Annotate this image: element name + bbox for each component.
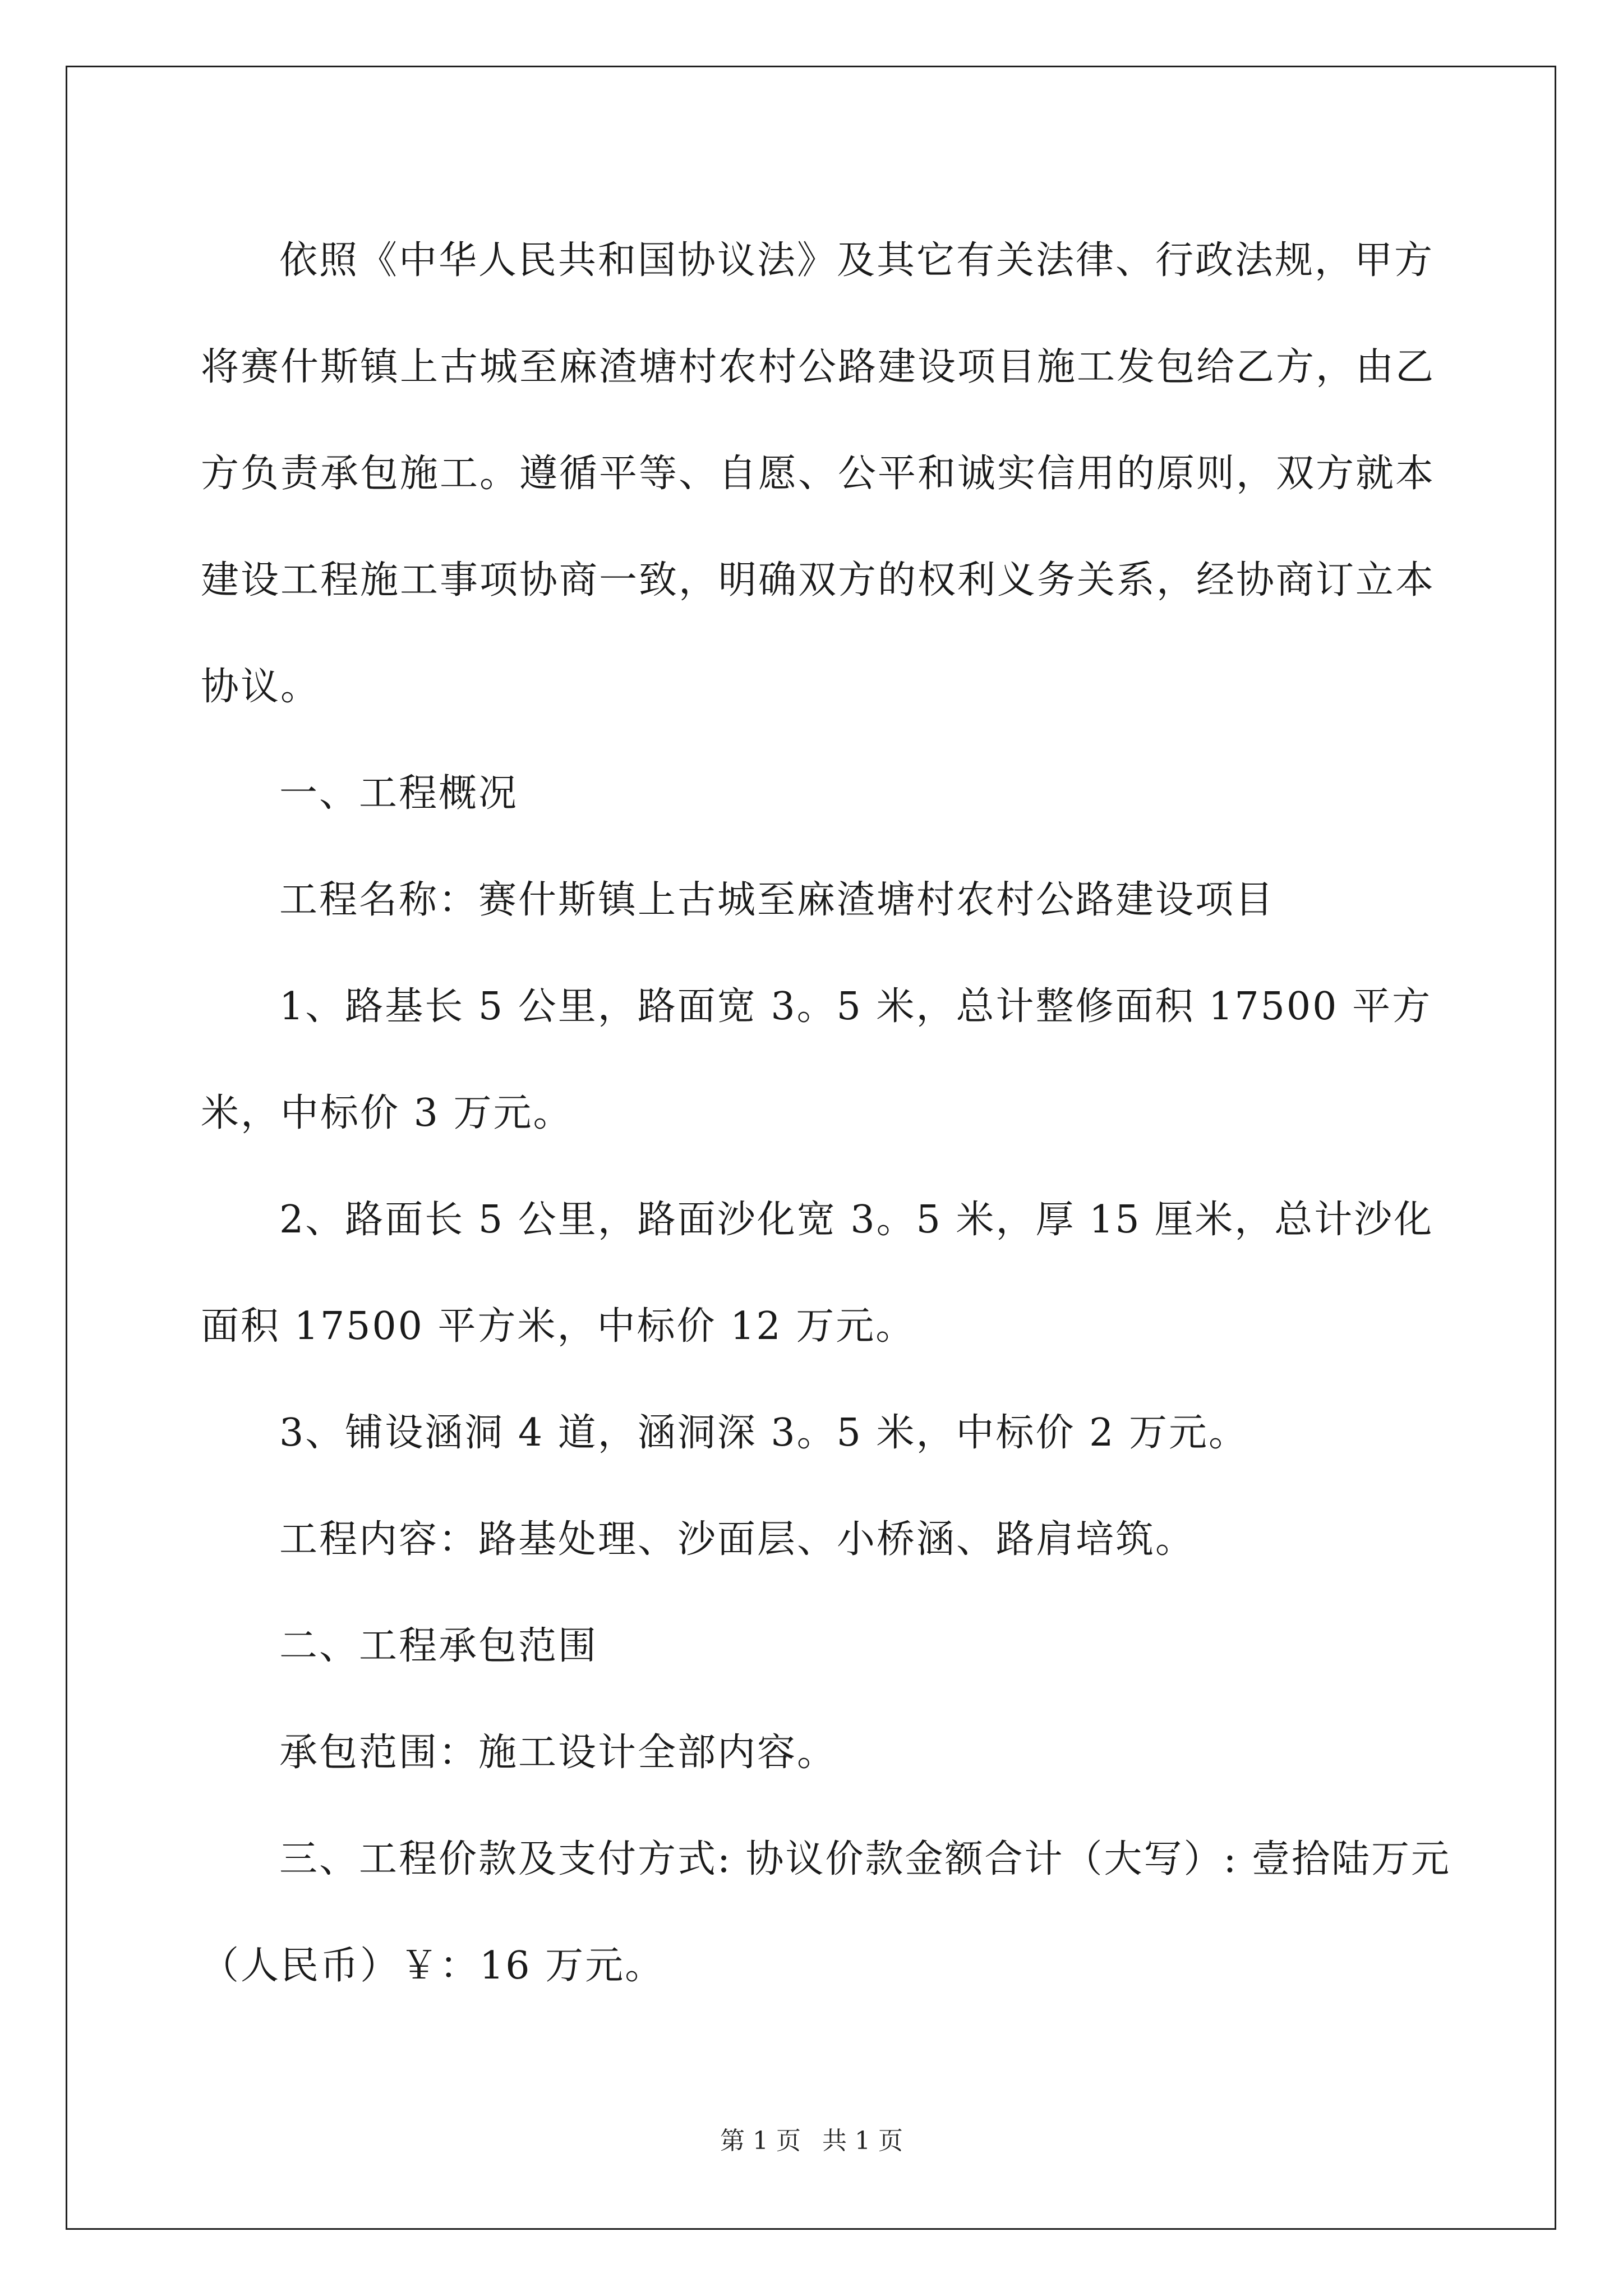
- paragraph-project-name: 工程名称：赛什斯镇上古城至麻渣塘村农村公路建设项目: [279, 878, 1275, 922]
- section-heading-overview: 一、工程概况: [279, 771, 519, 816]
- page-number-current: 第 1 页: [720, 2127, 801, 2155]
- paragraph-item-1: 1、路基长 5 公里，路面宽 3。5 米，总计整修面积 17500 平方米，中标价 3 万元。: [201, 984, 1432, 1135]
- document-body: [201, 208, 1463, 2019]
- paragraph-item-2: 2、路面长 5 公里，路面沙化宽 3。5 米，厚 15 厘米，总计沙化面积 17500 平方米，中标价 12 万元。: [201, 1198, 1434, 1349]
- paragraph-item-3: 3、铺设涵洞 4 道，涵洞深 3。5 米，中标价 2 万元。: [279, 1411, 1249, 1455]
- page-footer: [0, 2120, 1623, 2156]
- paragraph-scope: 承包范围：施工设计全部内容。: [279, 1731, 837, 1775]
- section-heading-scope: 二、工程承包范围: [279, 1624, 598, 1668]
- page-number-total: 共 1 页: [822, 2127, 903, 2155]
- paragraph-intro: 依照《中华人民共和国协议法》及其它有关法律、行政法规，甲方将赛什斯镇上古城至麻渣塘村农村公路建设项目施工发包给乙方，由乙方负责承包施工。遵循平等、自愿、公平和诚实信用的原则，双方就本建设工程施工事项协商一致，明确双方的权利义务关系，经协商订立本协议。: [201, 238, 1436, 709]
- paragraph-price-payment: 三、工程价款及支付方式: 协议价款金额合计（大写）: 壹拾陆万元 （人民币）￥：16 万元。: [201, 1837, 1451, 1988]
- paragraph-project-content: 工程内容：路基处理、沙面层、小桥涵、路肩培筑。: [279, 1517, 1196, 1562]
